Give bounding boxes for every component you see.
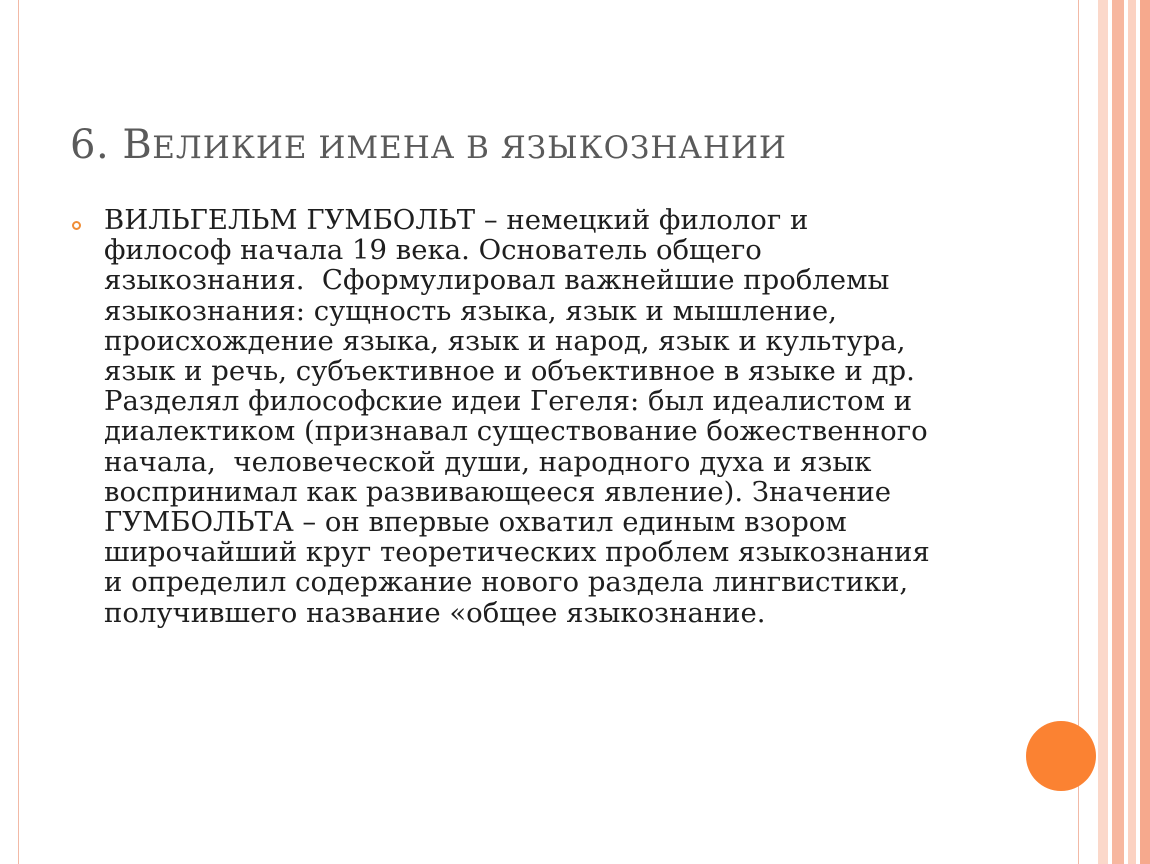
- body-line: происхождение языка, язык и народ, язык и культура,: [104, 324, 906, 357]
- body-line: широчайший круг теоретических проблем языкознания: [104, 536, 930, 569]
- decor-stripe: [1112, 0, 1124, 864]
- title-rest: ЕЛИКИЕ ИМЕНА В ЯЗЫКОЗНАНИИ: [152, 130, 787, 166]
- decor-stripe: [1140, 0, 1150, 864]
- title-capital: В: [122, 122, 153, 168]
- decor-stripe: [1128, 0, 1136, 864]
- slide-title: [70, 122, 1050, 168]
- frame-line-left: [18, 0, 19, 864]
- body-line: язык и речь, субъективное и объективное в языке и др.: [104, 355, 915, 388]
- decor-circle: [1026, 721, 1096, 791]
- body-line: Разделял философские идеи Гегеля: был идеалистом и: [104, 385, 913, 418]
- body-text: [104, 205, 1004, 628]
- body-line: воспринимал как развивающееся явление). Значение: [104, 475, 892, 508]
- title-number: 6.: [70, 122, 110, 168]
- decor-stripe: [1098, 0, 1108, 864]
- body-line: языкознания: сущность языка, язык и мышление,: [104, 294, 837, 327]
- body-line: философ начала 19 века. Основатель общего: [104, 234, 762, 267]
- body-line: диалектиком (признавал существование божественного: [104, 415, 928, 448]
- body-line: ГУМБОЛЬТА – он впервые охватил единым взором: [104, 506, 847, 539]
- body-line: и определил содержание нового раздела лингвистики,: [104, 566, 909, 599]
- body-line: языкознания. Сформулировал важнейшие проблемы: [104, 264, 890, 297]
- body-line: получившего название «общее языкознание.: [104, 596, 766, 629]
- body-line: ВИЛЬГЕЛЬМ ГУМБОЛЬТ – немецкий филолог и: [104, 204, 809, 236]
- bullet-icon: [72, 221, 81, 230]
- body-line: начала, человеческой души, народного духа и язык: [104, 445, 872, 478]
